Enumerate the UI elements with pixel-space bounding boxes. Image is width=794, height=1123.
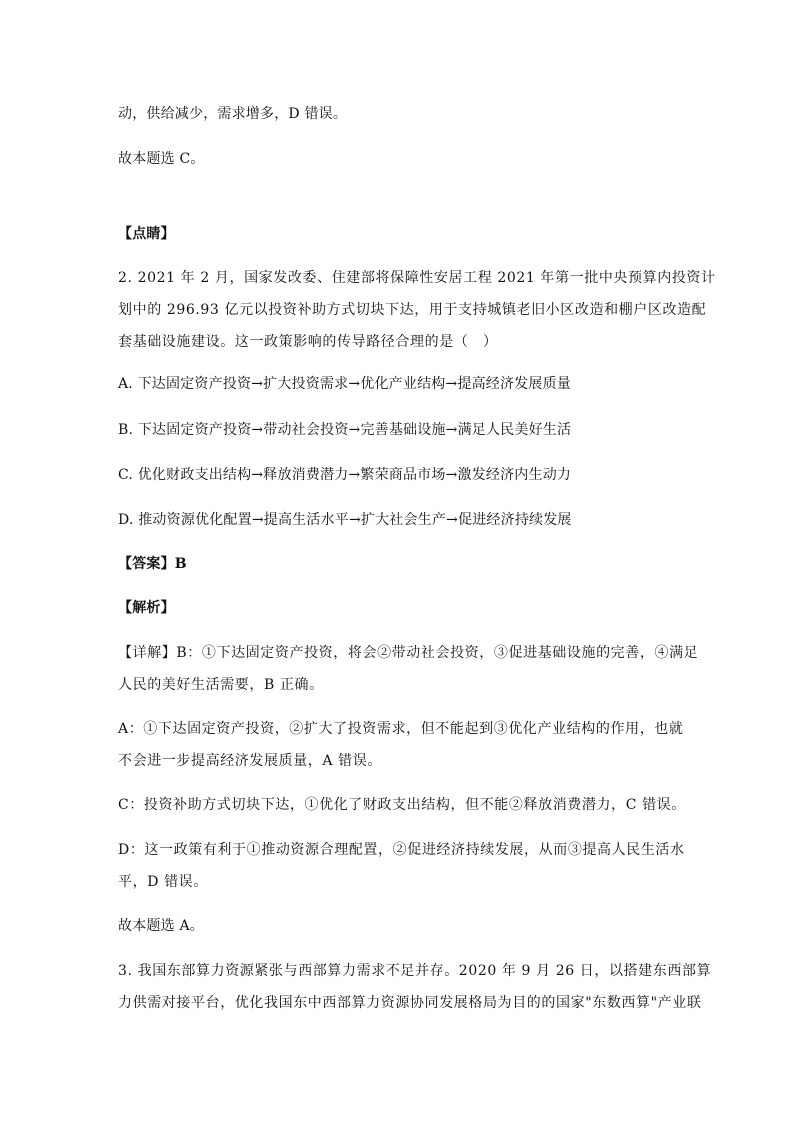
question-2-line-1: 2. 2021 年 2 月，国家发改委、住建部将保障性安居工程 2021 年第一批中央预算内投资计	[118, 270, 716, 286]
question-3-line-1: 3. 我国东部算力资源紧张与西部算力需求不足并存。2020 年 9 月 26 日，以搭建东西部算	[118, 963, 712, 979]
question-2-line-2: 划中的 296.93 亿元以投资补助方式切块下达，用于支持城镇老旧小区改造和棚户区改造配	[118, 302, 707, 318]
detail-b-line-1: 【详解】B：①下达固定资产投资，将会②带动社会投资，③促进基础设施的完善，④满足	[118, 645, 699, 661]
text-line-answer-c: 故本题选 C。	[118, 151, 205, 167]
option-c: C. 优化财政支出结构→释放消费潜力→繁荣商品市场→激发经济内生动力	[118, 467, 572, 483]
section-heading-dianjing: 【点睛】	[118, 226, 175, 242]
detail-d-line-1: D：这一政策有利于①推动资源合理配置，②促进经济持续发展，从而③提高人民生活水	[118, 842, 685, 858]
final-answer-a: 故本题选 A。	[118, 918, 204, 934]
detail-a-line-2: 不会进一步提高经济发展质量，A 错误。	[118, 753, 382, 769]
detail-c-line-1: C：投资补助方式切块下达，①优化了财政支出结构，但不能②释放消费潜力，C 错误。	[118, 797, 686, 813]
option-b: B. 下达固定资产投资→带动社会投资→完善基础设施→满足人民美好生活	[118, 422, 572, 438]
answer-heading: 【答案】B	[118, 556, 187, 572]
detail-b-line-2: 人民的美好生活需要，B 正确。	[118, 677, 324, 693]
text-line-conclusion-d: 动，供给减少，需求增多，D 错误。	[118, 106, 348, 122]
option-a: A. 下达固定资产投资→扩大投资需求→优化产业结构→提高经济发展质量	[118, 376, 572, 392]
question-3-line-2: 力供需对接平台，优化我国东中西部算力资源协同发展格局为目的的国家"东数西算"产业联	[118, 995, 702, 1011]
analysis-heading: 【解析】	[118, 600, 175, 616]
detail-a-line-1: A：①下达固定资产投资，②扩大了投资需求，但不能起到③优化产业结构的作用，也就	[118, 721, 684, 737]
detail-d-line-2: 平，D 错误。	[118, 874, 208, 890]
option-d: D. 推动资源优化配置→提高生活水平→扩大社会生产→促进经济持续发展	[118, 512, 572, 528]
question-2-line-3: 套基础设施建设。这一政策影响的传导路径合理的是（ ）	[118, 334, 498, 350]
